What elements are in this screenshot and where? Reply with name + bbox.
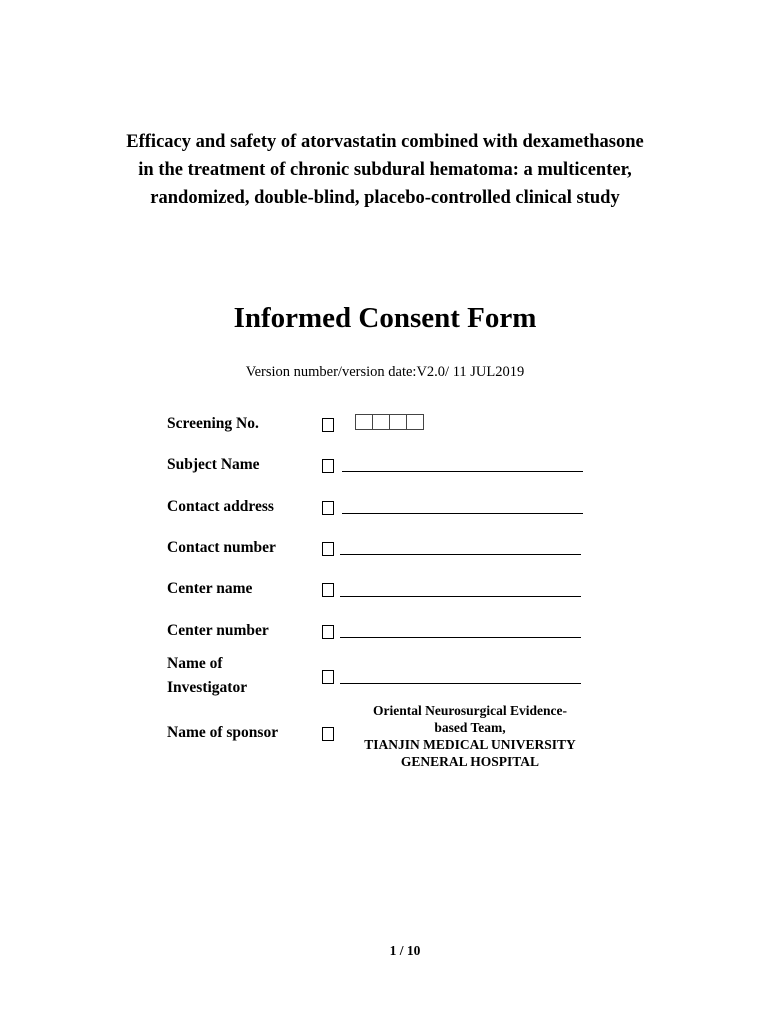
colon-glyph — [322, 501, 334, 515]
study-title-line: Efficacy and safety of atorvastatin combined with dexamethasone — [126, 132, 644, 152]
sponsor-value-line: Oriental Neurosurgical Evidence- — [373, 703, 567, 718]
subject-name-field[interactable] — [342, 471, 583, 472]
investigator-field[interactable] — [340, 683, 581, 684]
sponsor-label: Name of sponsor — [167, 724, 279, 741]
sponsor-value — [340, 702, 600, 770]
subject-name-label: Subject Name — [167, 456, 260, 473]
study-title-line: in the treatment of chronic subdural hematoma: a multicenter, — [138, 160, 632, 180]
contact-address-label: Contact address — [167, 498, 274, 515]
center-number-label: Center number — [167, 622, 269, 639]
contact-number-field[interactable] — [340, 554, 581, 555]
form-title: Informed Consent Form — [233, 302, 537, 334]
colon-glyph — [322, 583, 334, 597]
colon-glyph — [322, 542, 334, 556]
colon-glyph — [322, 625, 334, 639]
sponsor-value-line: based Team, — [434, 720, 506, 735]
sponsor-value-line: TIANJIN MEDICAL UNIVERSITY — [364, 737, 576, 752]
investigator-label-line2: Investigator — [167, 679, 248, 696]
study-title — [40, 128, 730, 212]
investigator-label-line1: Name of — [167, 655, 223, 672]
center-number-field[interactable] — [340, 637, 581, 638]
sponsor-value-line: GENERAL HOSPITAL — [400, 754, 540, 769]
screening-digit-box[interactable] — [389, 414, 407, 430]
page-number: 1 / 10 — [389, 943, 421, 958]
contact-number-label: Contact number — [167, 539, 276, 556]
screening-no-label: Screening No. — [167, 415, 259, 432]
study-title-line: randomized, double-blind, placebo-controlled clinical study — [150, 188, 620, 208]
colon-glyph — [322, 670, 334, 684]
screening-digit-box[interactable] — [406, 414, 424, 430]
contact-address-field[interactable] — [342, 513, 583, 514]
screening-no-boxes[interactable] — [355, 414, 423, 430]
center-name-field[interactable] — [340, 596, 581, 597]
colon-glyph — [322, 418, 334, 432]
version-line: Version number/version date:V2.0/ 11 JUL2019 — [245, 364, 525, 380]
colon-glyph — [322, 727, 334, 741]
colon-glyph — [322, 459, 334, 473]
screening-digit-box[interactable] — [372, 414, 390, 430]
center-name-label: Center name — [167, 580, 253, 597]
screening-digit-box[interactable] — [355, 414, 373, 430]
